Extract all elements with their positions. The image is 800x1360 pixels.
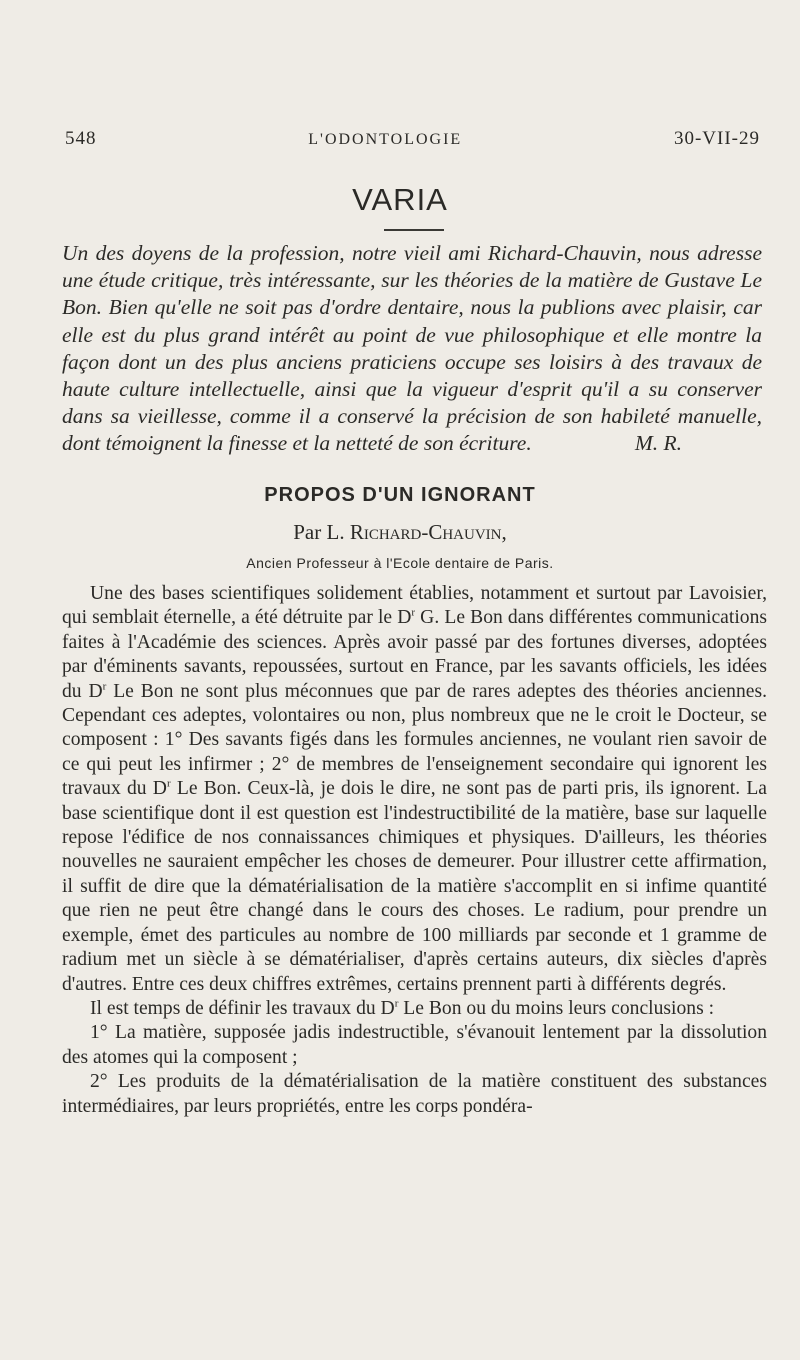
paragraph: 1° La matière, supposée jadis indestructible, s'évanouit lentement par la dissolution des atomes qui la composent ;	[62, 1022, 767, 1068]
byline-prefix: Par	[293, 520, 322, 544]
superscript: r	[394, 997, 399, 1010]
intro-text: Un des doyens de la profession, notre vieil ami Richard-Chauvin, nous adresse une étude critique, très intéressante, sur les théories de la matière de Gustave Le Bon. Bien qu'elle ne soit pas d'ordre dentaire, nous la publions avec plaisir, car elle est du plus grand intérêt au point de vue philosophique et elle montre la façon dont un des plus anciens praticiens occupe ses loisirs à des travaux de haute culture intellectuelle, ainsi que la vigueur d'esprit qu'il a su conserver dans sa vieillesse, comme il a conservé la précision de son habileté manuelle, dont témoignent la finesse et la netteté de son écriture.	[62, 241, 762, 456]
page-number: 548	[65, 128, 97, 149]
byline	[0, 520, 800, 545]
issue-date: 30-VII-29	[673, 128, 760, 149]
article-body	[62, 582, 767, 1119]
journal-title: L'ODONTOLOGIE	[308, 131, 463, 148]
superscript: r	[411, 606, 416, 619]
author-affiliation: Ancien Professeur à l'Ecole dentaire de Paris.	[246, 555, 554, 571]
intro-signature: M. R.	[634, 431, 682, 456]
paragraph: Une des bases scientifiques solidement établies, notamment et surtout par Lavoisier, qui semblait éternelle, a été détruite par le $D^r$ G. Le Bon dans différentes communications faites à l'Académie des sciences. Après avoir passé par des fortunes diverses, adoptées par d'éminents savants, repoussées, surtout en France, par les savants officiels, les idées du $D^r$ Le Bon ne sont plus méconnues que par de rares adeptes des théories anciennes. Cependant ces adeptes, volontaires ou non, plus nombreux que ne le croit le Docteur, se composent : 1° Des savants figés dans les formules anciennes, ne voulant rien savoir de ce qui peut les infirmer ; 2° de membres de l'enseignement secondaire qui ignorent les travaux du $D^r$ Le Bon. Ceux-là, je dois le dire, ne sont pas de parti pris, ils ignorent. La base scientifique dont il est question est l'indestructibilité de la matière, base sur laquelle repose l'édifice de nos connaissances chimiques et physiques. D'ailleurs, les théories nouvelles ne sauraient empêcher les choses de demeurer. Pour illustrer cette affirmation, il suffit de dire que la dématérialisation de la matière s'accomplit en si infime quantité que rien ne peut être changé dans le cours des choses. Le radium, pour prendre un exemple, émet des particules au nombre de 100 milliards par seconde et 1 gramme de radium met un siècle à se dématérialiser, d'après certains auteurs, dix siècles d'après d'autres. Entre ces deux chiffres extrêmes, certains prennent parti à différents degrés.	[62, 583, 767, 995]
running-header	[65, 128, 760, 150]
superscript: r	[102, 680, 107, 693]
title-rule	[384, 229, 444, 231]
author-name: L. Richard-Chauvin,	[326, 520, 507, 544]
section-title: VARIA	[352, 182, 448, 217]
paragraph: 2° Les produits de la dématérialisation de la matière constituent des substances intermédiaires, par leurs propriétés, entre les corps pondéra-	[62, 1071, 767, 1117]
superscript: r	[166, 777, 171, 790]
article-title: PROPOS D'UN IGNORANT	[264, 484, 536, 506]
paragraph: Il est temps de définir les travaux du $D^r$ Le Bon ou du moins leurs conclusions :	[90, 997, 715, 1019]
editorial-intro	[62, 240, 762, 458]
